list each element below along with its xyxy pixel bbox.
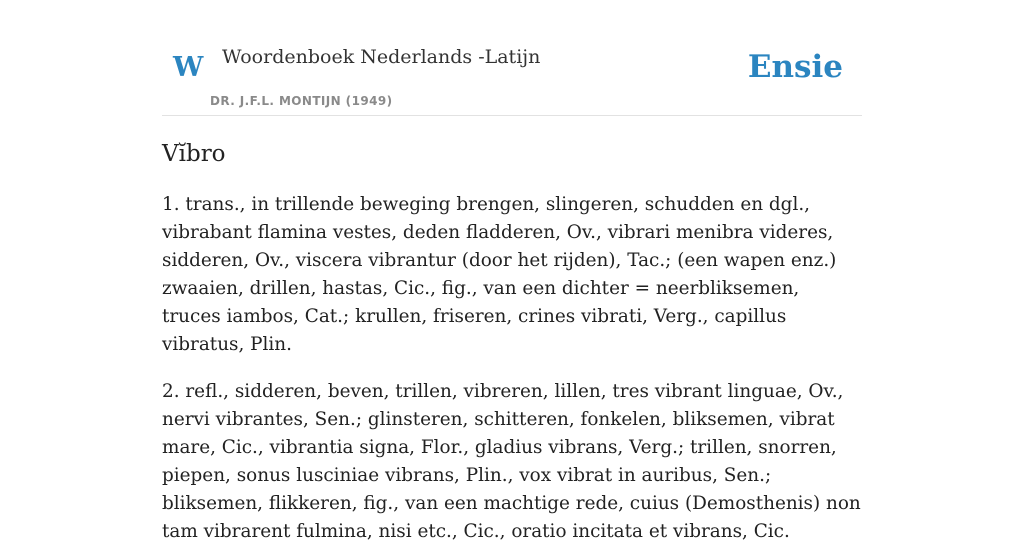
- definition-1: 1. trans., in trillende beweging brengen, slingeren, schudden en dgl., vibrabant flamina vestes, deden fladderen, Ov., vibrari menibra videres, sidderen, Ov., viscera vibrantur (door het rijden), Tac.; (een wapen enz.) zwaaien, drillen, hastas, Cic., fig., van een dichter = neerbliksemen, truces iambos, Cat.; krullen, friseren, crines vibrati, Verg., capillus vibratus, Plin.: [162, 193, 837, 355]
- dictionary-logo-icon[interactable]: W: [173, 52, 204, 83]
- definition-2: 2. refl., sidderen, beven, trillen, vibreren, lillen, tres vibrant linguae, Ov., nervi vibrantes, Sen.; glinsteren, schitteren, fonkelen, bliksemen, vibrat mare, Cic., vibrantia signa, Flor., gladius vibrans, Verg.; trillen, snorren, piepen, sonus lusciniae vibrans, Plin., vox vibrat in auribus, Sen.; bliksemen, flikkeren, fig., van een machtige rede, cuius (Demosthenis) non tam vibrarent fulmina, nisi etc., Cic., oratio incitata et vibrans, Cic.: [162, 380, 861, 542]
- dictionary-title[interactable]: Woordenboek Nederlands -Latijn: [222, 46, 541, 68]
- dictionary-author: DR. J.F.L. MONTIJN (1949): [210, 94, 393, 108]
- headword: Vĭbro: [162, 141, 226, 167]
- dictionary-header: [162, 0, 862, 116]
- page-container: [162, 0, 862, 542]
- ensie-logo[interactable]: Ensie: [747, 49, 843, 85]
